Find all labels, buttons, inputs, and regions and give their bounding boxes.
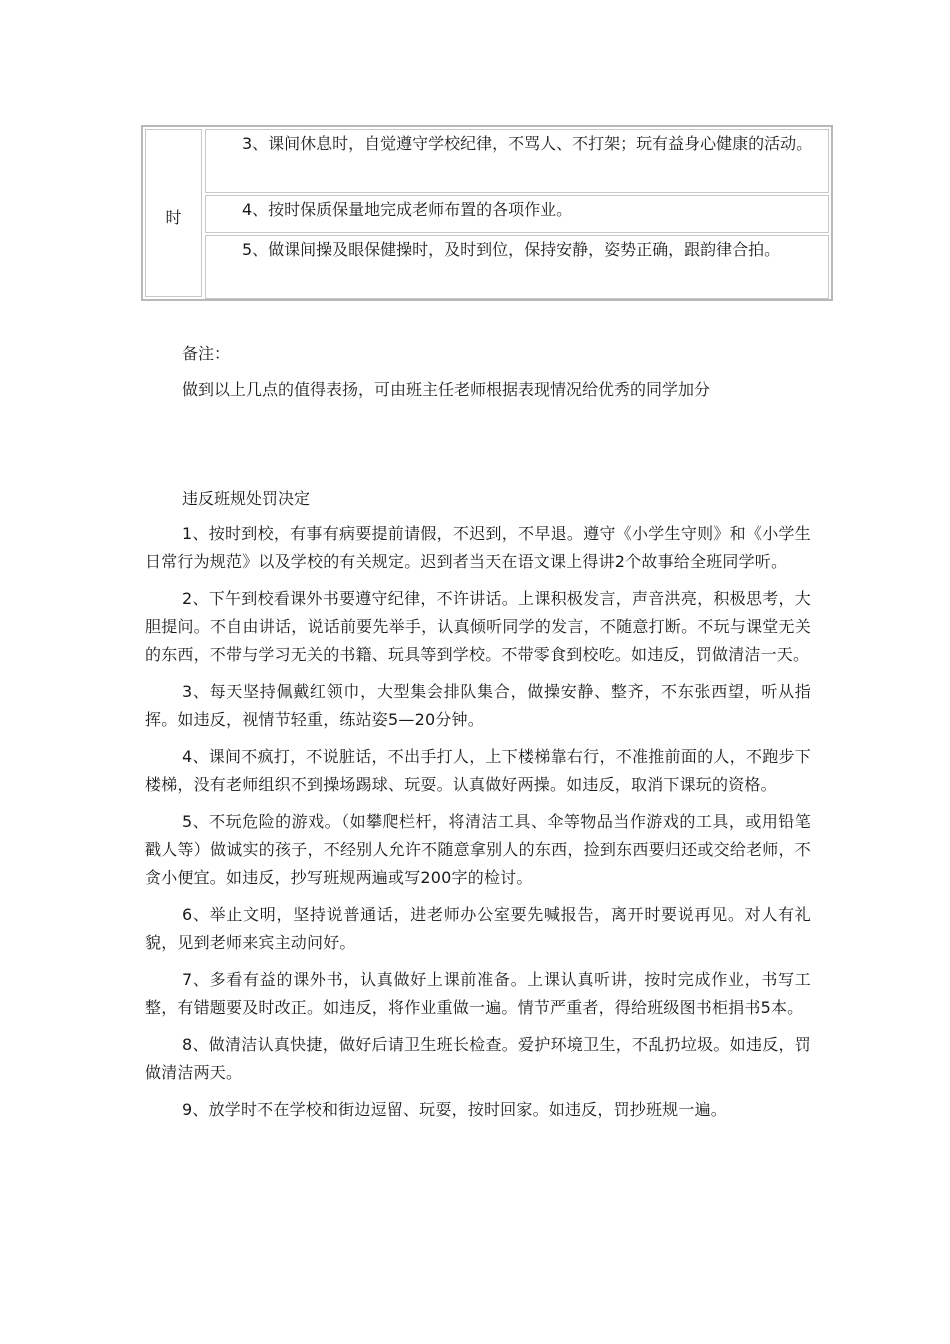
note-text: 做到以上几点的值得表扬，可由班主任老师根据表现情况给优秀的同学加分 [182,380,711,399]
list-item: 5、不玩危险的游戏。（如攀爬栏杆，将清洁工具、伞等物品当作游戏的工具，或用铅笔戳人等）做诚实的孩子，不经别人允许不随意拿别人的东西，捡到东西要归还或交给老师，不贪小便宜。如违反，抄写班规两遍或写200字的检讨。 [145,812,811,887]
list-item: 2、下午到校看课外书要遵守纪律，不许讲话。上课积极发言，声音洪亮，积极思考，大胆提问。不自由讲话，说话前要先举手，认真倾听同学的发言，不随意打断。不玩与课堂无关的东西，不带与学习无关的书籍、玩具等到学校。不带零食到校吃。如违反，罚做清洁一天。 [145,589,811,664]
table-row: 5、做课间操及眼保健操时，及时到位，保持安静，姿势正确，跟韵律合拍。 [205,235,829,299]
list-item: 9、放学时不在学校和街边逗留、玩耍，按时回家。如违反，罚抄班规一遍。 [182,1100,727,1119]
list-item: 3、每天坚持佩戴红领巾，大型集会排队集合，做操安静、整齐，不东张西望，听从指挥。如违反，视情节轻重，练站姿5—20分钟。 [145,682,811,729]
section-title: 违反班规处罚决定 [182,489,311,508]
list-item: 6、举止文明，坚持说普通话，进老师办公室要先喊报告，离开时要说再见。对人有礼貌，见到老师来宾主动问好。 [145,905,811,952]
list-item: 7、多看有益的课外书，认真做好上课前准备。上课认真听讲，按时完成作业，书写工整，有错题要及时改正。如违反，将作业重做一遍。情节严重者，得给班级图书柜捐书5本。 [145,970,811,1017]
table-row: 3、课间休息时，自觉遵守学校纪律，不骂人、不打架；玩有益身心健康的活动。 [205,129,829,193]
list-item: 4、课间不疯打，不说脏话，不出手打人，上下楼梯靠右行，不准推前面的人，不跑步下楼梯，没有老师组织不到操场踢球、玩耍。认真做好两操。如违反，取消下课玩的资格。 [145,747,811,794]
list-item: 8、做清洁认真快捷，做好后请卫生班长检查。爱护环境卫生，不乱扔垃圾。如违反，罚做清洁两天。 [145,1035,811,1082]
table-left-cell [145,129,202,297]
table-left-label: 时 [165,208,182,227]
list-item: 1、按时到校，有事有病要提前请假，不迟到，不早退。遵守《小学生守则》和《小学生日常行为规范》以及学校的有关规定。迟到者当天在语文课上得讲2个故事给全班同学听。 [145,524,811,571]
rules-table [141,125,833,301]
note-label: 备注： [182,344,231,363]
table-row: 4、按时保质保量地完成老师布置的各项作业。 [205,195,829,233]
rules-list [145,520,811,1133]
